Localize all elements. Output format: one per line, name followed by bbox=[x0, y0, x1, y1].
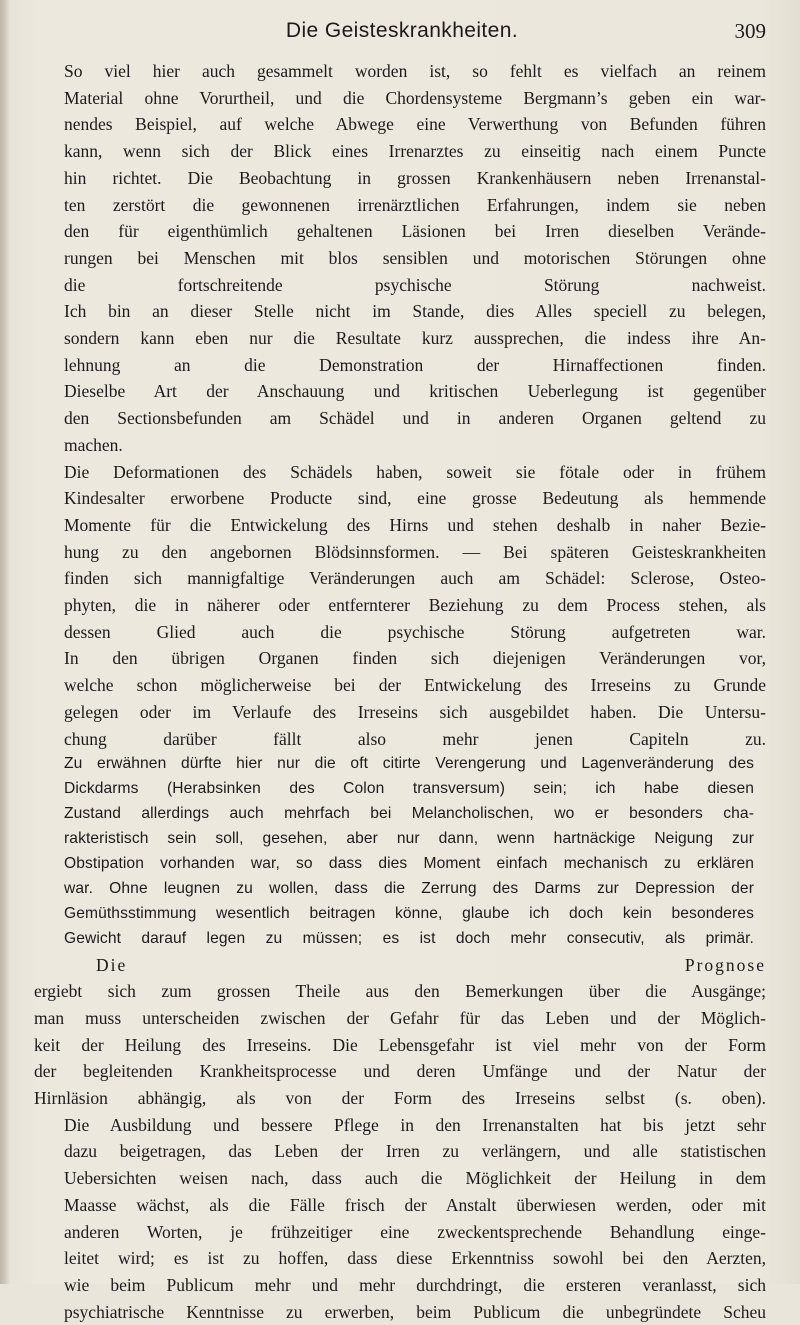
small-text-line: war. Ohne leugnen zu wollen, dass die Zerrung des Darms zur Depression der bbox=[64, 879, 754, 897]
text-line: Kindesalter erworbene Producte sind, eine grosse Bedeutung als hemmende bbox=[64, 488, 766, 509]
text-line: nendes Beispiel, auf welche Abwege eine Verwerthung von Befunden führen bbox=[64, 114, 766, 135]
small-text-line: Zu erwähnen dürfte hier nur die oft citirte Verengerung und Lagenveränderung des bbox=[64, 755, 754, 773]
text-line: chung darüber fällt also mehr jenen Capiteln zu. bbox=[64, 728, 766, 749]
small-text-line: Obstipation vorhanden war, so dass dies Moment einfach mechanisch zu erklären bbox=[64, 854, 754, 872]
text-line: hung zu den angebornen Blödsinnsformen. — Bei späteren Geisteskrankheiten bbox=[64, 541, 766, 562]
paragraph bbox=[34, 58, 766, 298]
small-print-note bbox=[64, 752, 754, 951]
text-line: dazu beigetragen, das Leben der Irren zu verlängern, und alle statistischen bbox=[64, 1141, 766, 1162]
text-line: dessen Glied auch die psychische Störung aufgetreten war. bbox=[64, 621, 766, 642]
text-line: den für eigenthümlich gehaltenen Läsionen bei Irren dieselben Verände- bbox=[64, 221, 766, 242]
text-line: So viel hier auch gesammelt worden ist, so fehlt es vielfach an reinem bbox=[64, 61, 766, 81]
binding-shadow bbox=[0, 0, 10, 1284]
text-line: gelegen oder im Verlaufe des Irreseins sich ausgebildet haben. Die Untersu- bbox=[64, 701, 766, 722]
text-line: Ich bin an dieser Stelle nicht im Stande, dies Alles speciell zu belegen, bbox=[64, 301, 766, 322]
text-body bbox=[34, 58, 766, 1325]
text-line: Material ohne Vorurtheil, und die Chordensysteme Bergmann’s geben ein war- bbox=[64, 87, 766, 108]
text-line: hin richtet. Die Beobachtung in grossen Krankenhäusern neben Irrenanstal- bbox=[64, 167, 766, 188]
text-line: rungen bei Menschen mit blos sensiblen und motorischen Störungen ohne bbox=[64, 247, 766, 268]
text-line: Maasse wächst, als die Fälle frisch der Anstalt überwiesen werden, oder mit bbox=[64, 1194, 766, 1215]
paragraph bbox=[34, 298, 766, 378]
page-header bbox=[34, 16, 770, 46]
paragraph bbox=[34, 645, 766, 752]
paragraph bbox=[34, 1112, 766, 1325]
text-line: ergiebt sich zum grossen Theile aus den Bemerkungen über die Ausgänge; bbox=[34, 981, 766, 1002]
text-line: machen. bbox=[64, 434, 123, 455]
small-text-line: Gewicht darauf legen zu müssen; es ist doch mehr consecutiv, als primär. bbox=[64, 929, 754, 947]
small-text-line: Zustand allerdings auch mehrfach bei Melancholischen, wo er besonders cha- bbox=[64, 805, 754, 823]
page-number: 309 bbox=[734, 19, 766, 43]
text-line: Dieselbe Art der Anschauung und kritischen Ueberlegung ist gegenüber bbox=[64, 381, 766, 402]
text-line: lehnung an die Demonstration der Hirnaffectionen finden. bbox=[64, 354, 766, 375]
section-heading-paragraph bbox=[34, 952, 766, 979]
text-line: welche schon möglicherweise bei der Entwickelung des Irreseins zu Grunde bbox=[64, 675, 766, 696]
small-text-line: Gemüthsstimmung wesentlich beitragen könne, glaube ich doch kein besonderes bbox=[64, 904, 754, 922]
text-line: psychiatrische Kenntnisse zu erwerben, beim Publicum die unbegründete Scheu bbox=[64, 1301, 766, 1322]
text-line: keit der Heilung des Irreseins. Die Lebensgefahr ist viel mehr von der Form bbox=[34, 1034, 766, 1055]
text-line: den Sectionsbefunden am Schädel und in anderen Organen geltend zu bbox=[64, 408, 766, 429]
text-line: In den übrigen Organen finden sich diejenigen Veränderungen vor, bbox=[64, 648, 766, 669]
text-line: phyten, die in näherer oder entfernterer Beziehung zu dem Process stehen, als bbox=[64, 595, 766, 616]
text-line: Hirnläsion abhängig, als von der Form des Irreseins selbst (s. oben). bbox=[34, 1088, 766, 1109]
text-line: Uebersichten weisen nach, dass auch die Möglichkeit der Heilung in dem bbox=[64, 1168, 766, 1189]
text-line: anderen Worten, je frühzeitiger eine zweckentsprechende Behandlung einge- bbox=[64, 1221, 766, 1242]
paragraph bbox=[34, 459, 766, 646]
text-line: ten zerstört die gewonnenen irrenärztlichen Erfahrungen, indem sie neben bbox=[64, 194, 766, 215]
running-head: Die Geisteskrankheiten. bbox=[285, 19, 519, 42]
text-line: leitet wird; es ist zu hoffen, dass diese Erkenntniss sowohl bei den Aerzten, bbox=[64, 1248, 766, 1269]
text-line: man muss unterscheiden zwischen der Gefahr für das Leben und der Möglich- bbox=[34, 1007, 766, 1028]
text-line: Momente für die Entwickelung des Hirns und stehen deshalb in naher Bezie- bbox=[64, 514, 766, 535]
small-text-line: Dickdarms (Herabsinken des Colon transversum) sein; ich habe diesen bbox=[64, 780, 754, 798]
text-line: die fortschreitende psychische Störung nachweist. bbox=[64, 274, 766, 295]
paragraph bbox=[34, 378, 766, 458]
small-text-line: rakteristisch sein soll, gesehen, aber nur dann, wenn hartnäckige Neigung zur bbox=[64, 830, 754, 847]
text-line: finden sich mannigfaltige Veränderungen auch am Schädel: Sclerose, Osteo- bbox=[64, 568, 766, 589]
text-line: Die Ausbildung und bessere Pflege in den Irrenanstalten hat bis jetzt sehr bbox=[64, 1114, 766, 1135]
text-line: wie beim Publicum mehr und mehr durchdringt, die ersteren veranlasst, sich bbox=[64, 1274, 766, 1295]
text-line: Die Deformationen des Schädels haben, soweit sie fötale oder in frühem bbox=[64, 461, 766, 482]
section-heading: Die Prognose bbox=[96, 954, 766, 975]
paragraph bbox=[34, 978, 766, 1112]
text-line: der begleitenden Krankheitsprocesse und deren Umfänge und der Natur der bbox=[34, 1061, 766, 1082]
text-line: kann, wenn sich der Blick eines Irrenarztes zu einseitig nach einem Puncte bbox=[64, 141, 766, 162]
text-line: sondern kann eben nur die Resultate kurz aussprechen, die indess ihre An- bbox=[64, 328, 766, 349]
